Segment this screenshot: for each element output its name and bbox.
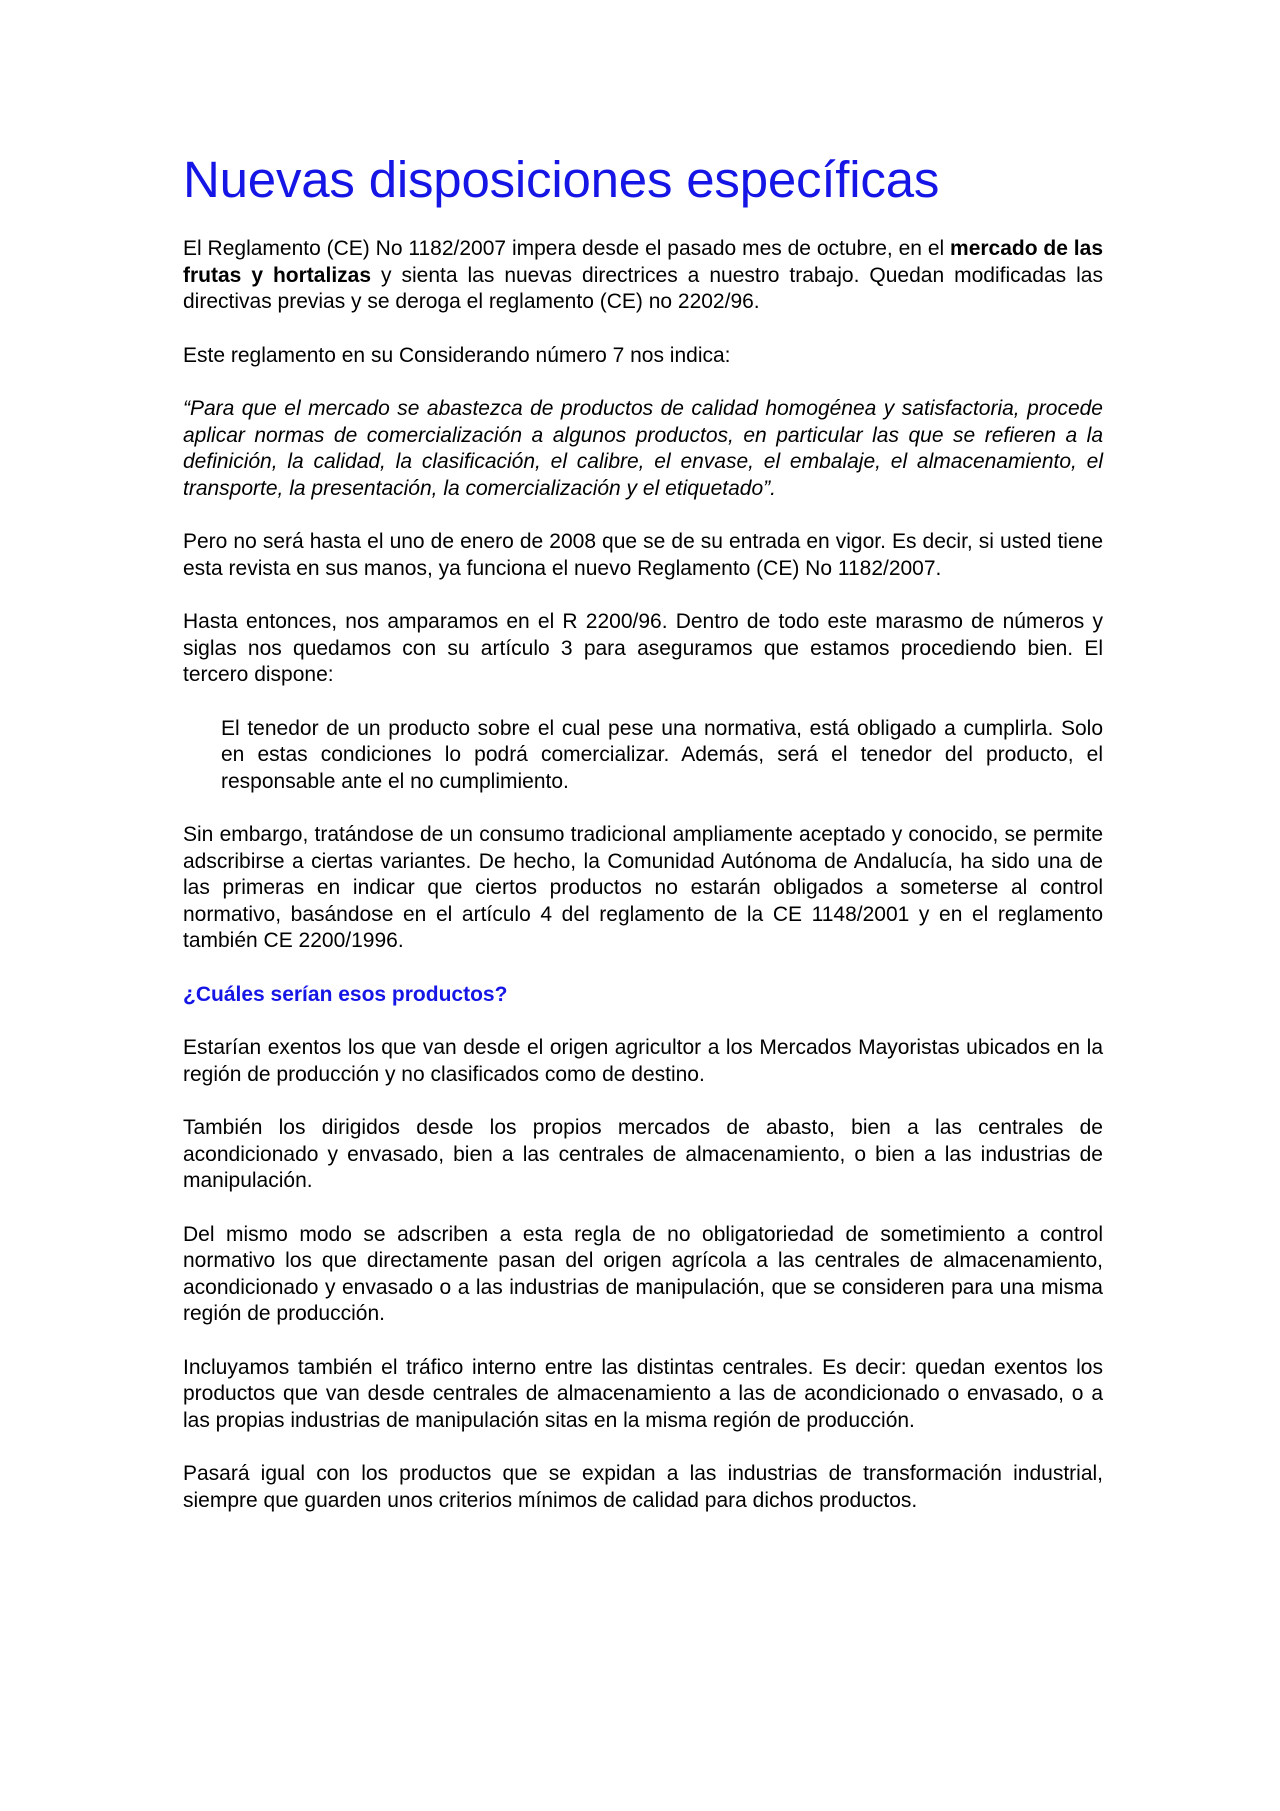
document-page	[183, 150, 1103, 1541]
paragraph-entrada-vigor: Pero no será hasta el uno de enero de 2008 que se de su entrada en vigor. Es decir, si usted tiene esta revista en sus manos, ya funciona el nuevo Reglamento (CE) No 1182/2007.	[183, 530, 1103, 580]
paragraph-exentos: Estarían exentos los que van desde el origen agricultor a los Mercados Mayoristas ubicados en la región de producción y no clasificados como de destino.	[183, 1036, 1103, 1086]
indented-paragraph: El tenedor de un producto sobre el cual pese una normativa, está obligado a cumplirla. Solo en estas condiciones lo podrá comercializar. Además, será el tenedor del producto, el responsable ante el no cumplimiento.	[221, 716, 1103, 793]
paragraph-intro-bold: mercado de las frutas y hortalizas	[183, 237, 1104, 287]
quote-paragraph: “Para que el mercado se abastezca de productos de calidad homogénea y satisfactoria, procede aplicar normas de comercialización a algunos productos, en particular las que se refieren a la definición, la calidad, la clasificación, el calibre, el envase, el embalaje, el almacenamiento, el transporte, la presentación, la comercialización y el etiquetado”.	[183, 397, 1103, 500]
paragraph-intro-after: y sienta las nuevas directrices a nuestro trabajo. Quedan modificadas las directivas previas y se deroga el reglamento (CE) no 2202/96.	[183, 263, 1103, 313]
paragraph-sin-embargo: Sin embargo, tratándose de un consumo tradicional ampliamente aceptado y conocido, se permite adscribirse a ciertas variantes. De hecho, la Comunidad Autónoma de Andalucía, ha sido una de las primeras en indicar que ciertos productos no estarán obligados a someterse al control normativo, basándose en el artículo 4 del reglamento de la CE 1148/2001 y en el reglamento también CE 2200/1996.	[183, 823, 1103, 952]
paragraph-mercados-abasto: También los dirigidos desde los propios mercados de abasto, bien a las centrales de acondicionado y envasado, bien a las centrales de almacenamiento, o bien a las industrias de manipulación.	[183, 1116, 1103, 1192]
section-subheading: ¿Cuáles serían esos productos?	[183, 982, 508, 1006]
paragraph-amparamos: Hasta entonces, nos amparamos en el R 2200/96. Dentro de todo este marasmo de números y siglas nos quedamos con su artículo 3 para aseguramos que estamos procediendo bien. El tercero dispone:	[183, 610, 1103, 686]
paragraph-intro-before: El Reglamento (CE) No 1182/2007 impera desde el pasado mes de octubre, en el	[183, 237, 951, 260]
paragraph-considerando: Este reglamento en su Considerando número 7 nos indica:	[183, 343, 731, 367]
page-title: Nuevas disposiciones específicas	[183, 151, 940, 208]
paragraph-mismo-modo: Del mismo modo se adscriben a esta regla de no obligatoriedad de sometimiento a control normativo los que directamente pasan del origen agrícola a las centrales de almacenamiento, acondicionado y envasado o a las industrias de manipulación, que se consideren para una misma región de producción.	[183, 1222, 1103, 1325]
paragraph-transformacion: Pasará igual con los productos que se expidan a las industrias de transformación industrial, siempre que guarden unos criterios mínimos de calidad para dichos productos.	[183, 1462, 1103, 1512]
paragraph-trafico-interno: Incluyamos también el tráfico interno entre las distintas centrales. Es decir: quedan exentos los productos que van desde centrales de almacenamiento a las de acondicionado o envasado, o a las propias industrias de manipulación sitas en la misma región de producción.	[183, 1355, 1103, 1432]
paragraph-intro	[183, 236, 1103, 316]
